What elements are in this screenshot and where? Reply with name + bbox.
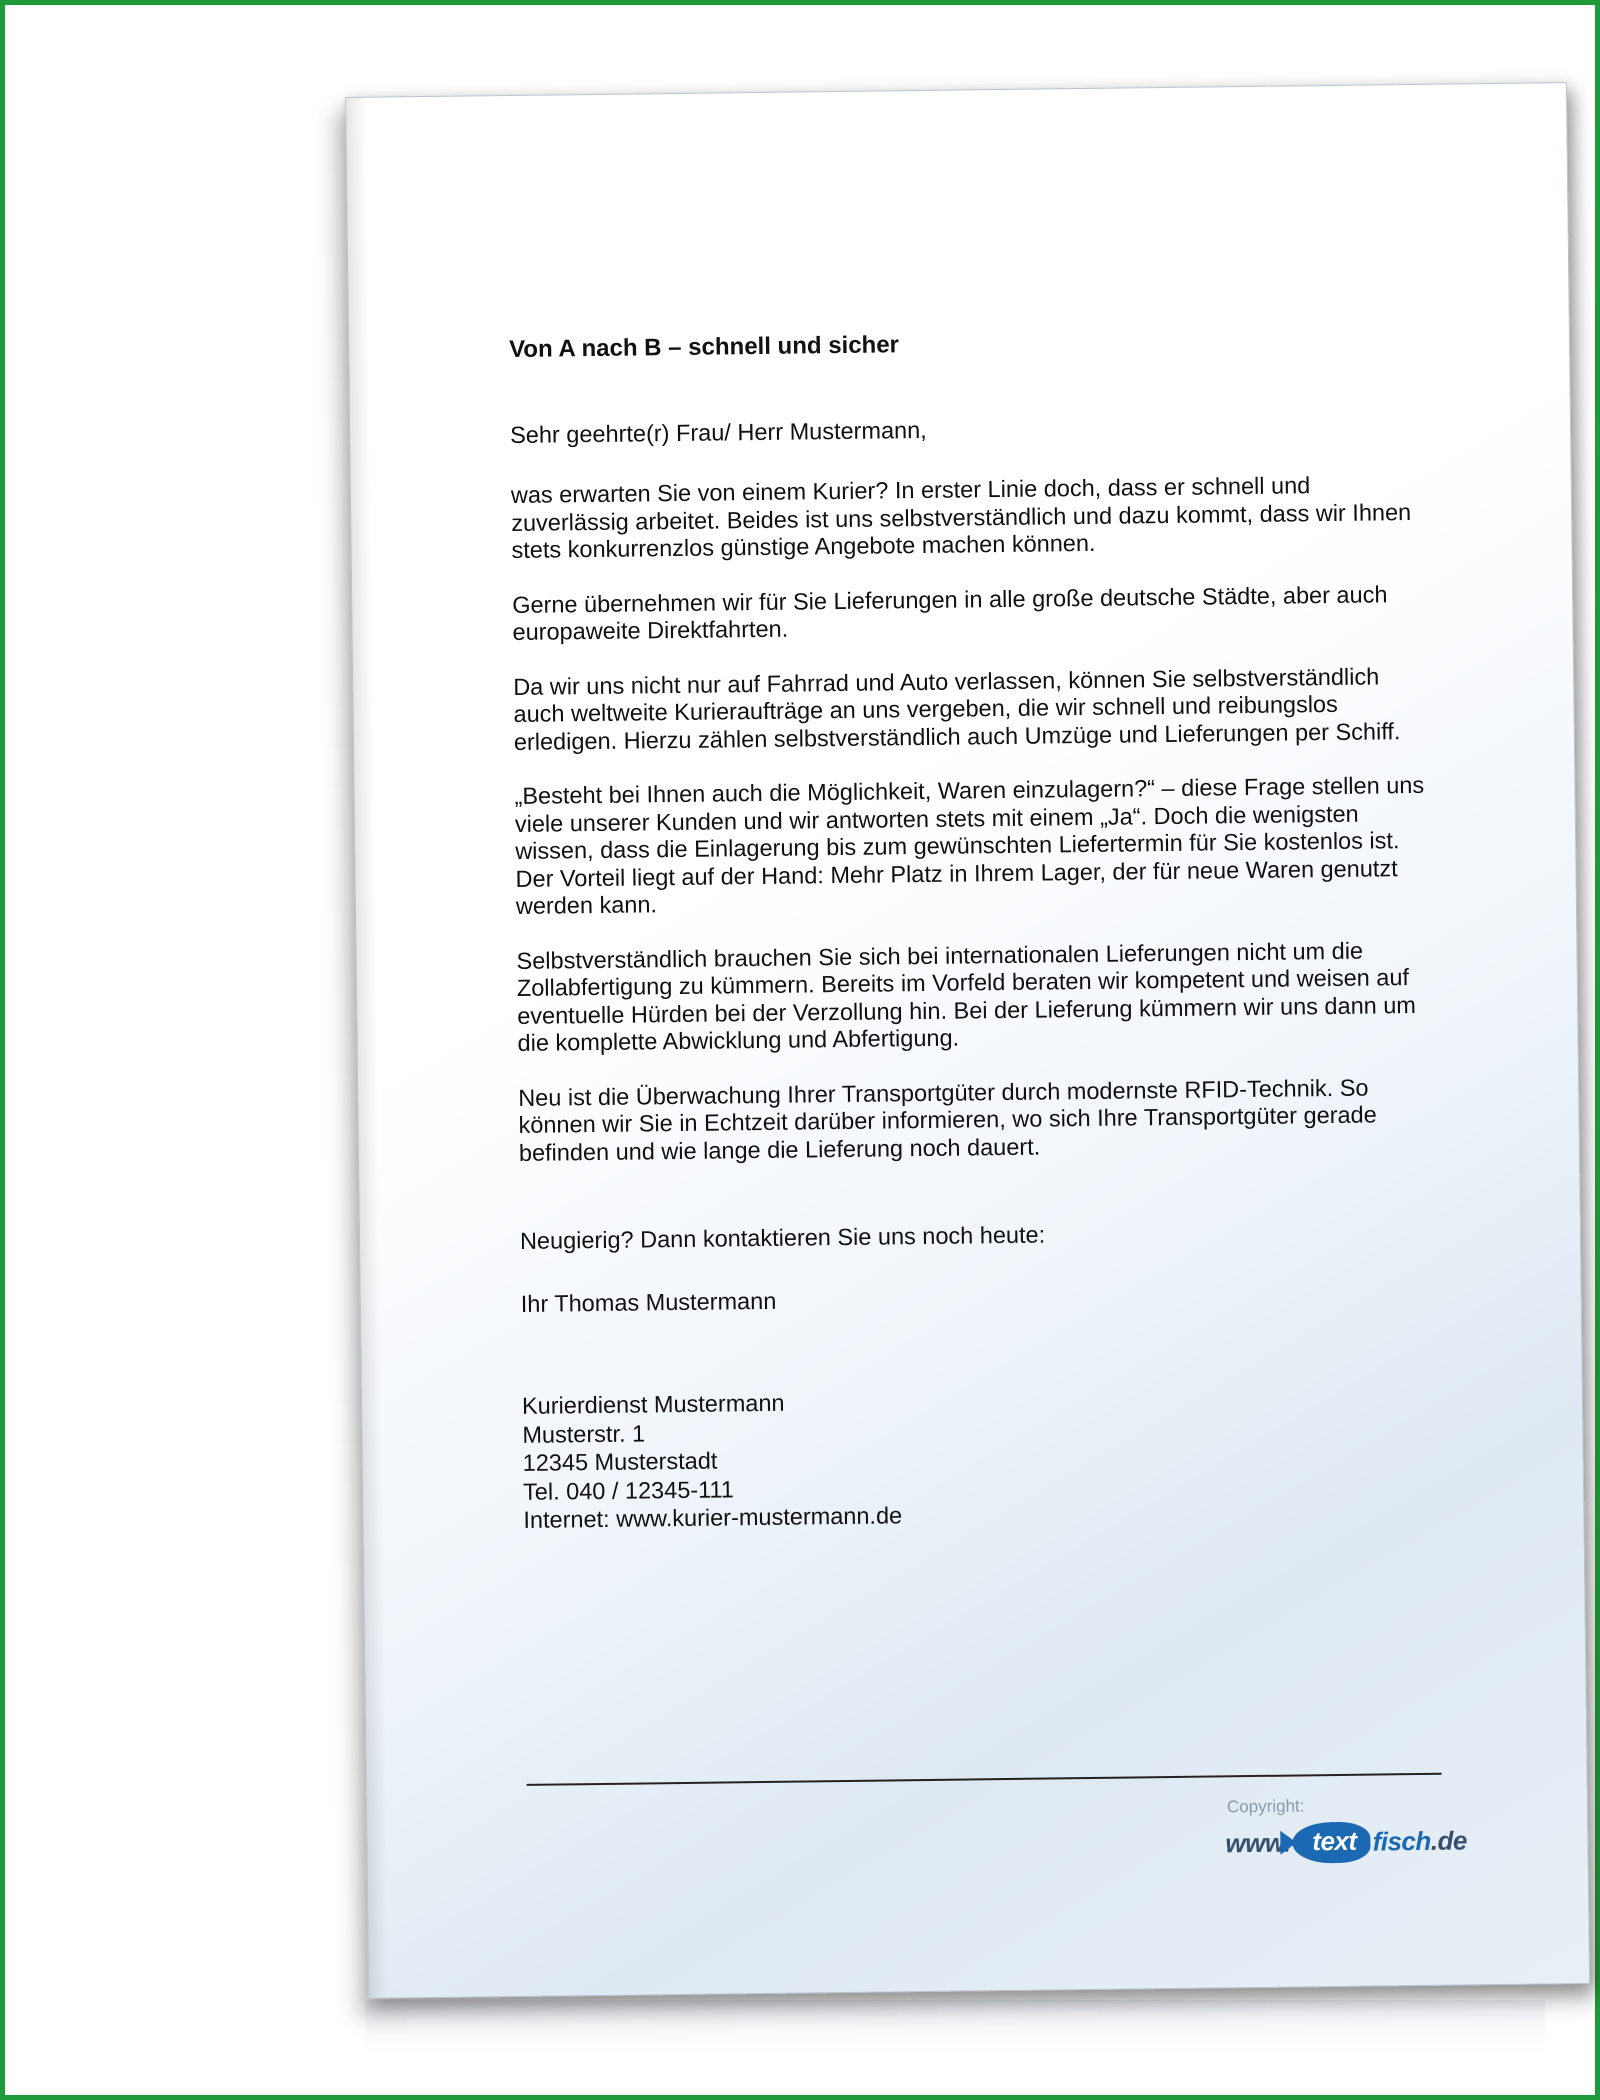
paragraph: Neu ist die Überwachung Ihrer Transportgüter durch modernste RFID-Technik. So können wir Sie in Echtzeit darüber informieren, wo sich Ihre Transportgüter gerade befinden und wie lange die Lieferung noch dauert. [518,1074,1377,1166]
address-company: Kurierdienst Mustermann [521,1389,785,1419]
sender-address [522,1381,1444,1535]
paragraph: was erwarten Sie von einem Kurier? In erster Linie doch, dass er schnell und zuverlässig arbeitet. Beides ist uns selbstverständlich und dazu kommt, dass wir Ihnen stets konkurrenzlos günstige Angebote machen können. [510,472,1412,563]
address-internet: Internet: www.kurier-mustermann.de [523,1502,903,1533]
address-street: Musterstr. 1 [522,1419,646,1448]
address-phone: Tel. 040 / 12345-111 [522,1475,734,1505]
letter-body [509,325,1444,1535]
logo-mid: fisch [1372,1825,1431,1857]
closing-line: Neugierig? Dann kontaktieren Sie uns noch heute: [519,1221,1046,1254]
paragraph: Selbstverständlich brauchen Sie sich bei internationalen Lieferungen nicht um die Zollabfertigung zu kümmern. Bereits im Vorfeld beraten wir kompetent und weisen auf eventuelle Hürden bei der Verzollung hin. Bei der Lieferung kümmern wir uns dann um die komplette Abwicklung und Abfertigung. [516,937,1417,1056]
logo-prefix: www. [1225,1827,1291,1859]
document-page [345,82,1590,1999]
textfisch-logo [1225,1820,1467,1864]
copyright-label: Copyright: [1226,1796,1305,1817]
logo-suffix: .de [1430,1825,1468,1856]
footer-divider [527,1773,1442,1786]
signature: Ihr Thomas Mustermann [520,1287,777,1317]
address-city: 12345 Musterstadt [522,1447,718,1476]
letter-title: Von A nach B – schnell und sicher [508,331,900,364]
paragraph: Da wir uns nicht nur auf Fahrrad und Auto verlassen, können Sie selbstverständlich auch weltweite Kurieraufträge an uns vergeben, die wir schnell und reibungslos erledigen. Hierzu zählen selbstverständlich auch Umzüge und Lieferungen per Schiff. [513,662,1401,755]
paragraph: Gerne übernehmen wir für Sie Lieferungen in alle große deutsche Städte, aber auch europaweite Direktfahrten. [512,580,1388,645]
fish-icon: text [1292,1822,1371,1864]
salutation: Sehr geehrte(r) Frau/ Herr Mustermann, [509,416,927,448]
paragraph: „Besteht bei Ihnen auch die Möglichkeit, Waren einzulagern?“ – diese Frage stellen uns viele unserer Kunden und wir antworten stets mit einem „Ja“. Doch die wenigsten wissen, dass die Einlagerung bis zum gewünschten Liefertermin für Sie kostenlos ist. Der Vorteil liegt auf der Hand: Mehr Platz in Ihrem Lager, der für neue Waren genutzt werden kann. [514,771,1425,919]
